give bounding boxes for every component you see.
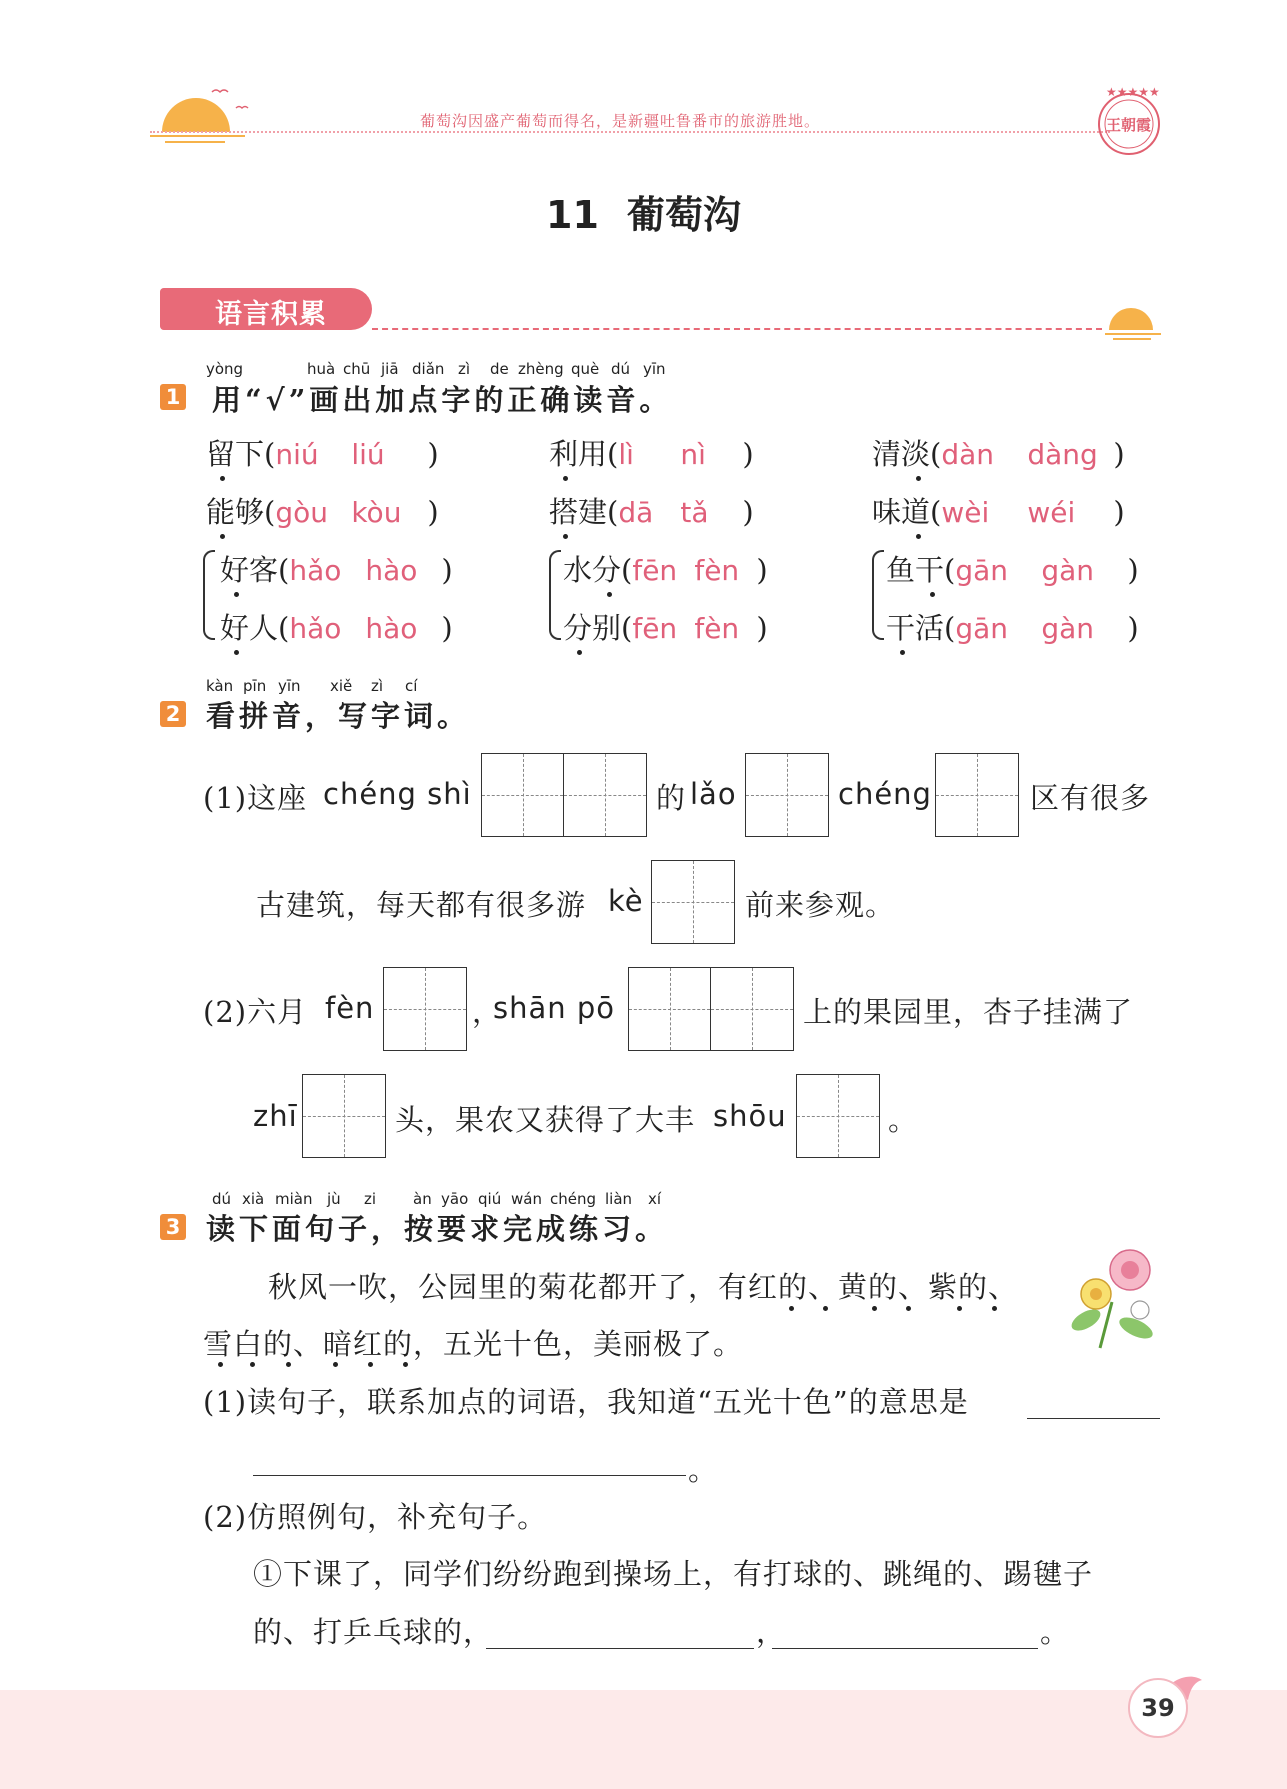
paren: ( [278, 611, 290, 645]
emphasis-dot [872, 1306, 877, 1311]
emphasis-dot [563, 476, 568, 481]
answer-line[interactable] [253, 1475, 686, 1476]
q1-word: 搭建 [549, 495, 608, 529]
emphasis-dot [957, 1306, 962, 1311]
emphasis-dot [930, 592, 935, 597]
q3-passage-line2: 雪白的、暗红的，五光十色，美丽极了。 [203, 1327, 744, 1361]
paren: ) [742, 437, 754, 471]
q2-s2-c: 上的果园里，杏子挂满了 [803, 995, 1134, 1029]
q1-item [220, 606, 453, 647]
lesson-number: 11 [546, 193, 599, 237]
q3-example-end: 。 [1040, 1615, 1071, 1649]
answer-box[interactable] [481, 753, 647, 837]
emphasis-dot [900, 650, 905, 655]
q2-s1-d: 古建筑，每天都有很多游 [256, 888, 587, 922]
q3-sub2: (2)仿照例句，补充句子。 [203, 1500, 548, 1534]
q2-s1-a: (1)这座 [203, 781, 308, 815]
q1-item [220, 548, 453, 589]
pinyin: pīn [243, 677, 267, 695]
pinyin: diǎn [412, 360, 445, 378]
pinyin: xiě [330, 677, 353, 695]
q2-s2-pinyin-2: shān pō [493, 991, 616, 1025]
emphasis-dot [563, 534, 568, 539]
pinyin: jiā [381, 360, 399, 378]
paren: ) [742, 495, 754, 529]
q2-s1-b: 的 [656, 781, 687, 815]
q1-item [872, 432, 1125, 473]
pinyin-option[interactable]: fèn [694, 554, 740, 587]
q1-item [563, 548, 768, 589]
pinyin-option[interactable]: dàng [1027, 438, 1098, 471]
pinyin-option[interactable]: liú [351, 438, 385, 471]
paren: ( [264, 495, 276, 529]
pinyin: qiú [478, 1190, 502, 1208]
emphasis-dot [992, 1306, 997, 1311]
q2-s1-e: 前来参观。 [745, 888, 896, 922]
pinyin: yāo [441, 1190, 469, 1208]
pinyin: miàn [275, 1190, 313, 1208]
emphasis-dot [607, 592, 612, 597]
footer-band [0, 1690, 1287, 1789]
paren: ( [944, 553, 956, 587]
pinyin-option[interactable]: hào [365, 554, 418, 587]
pinyin: wán [511, 1190, 542, 1208]
pinyin: chéng [550, 1190, 597, 1208]
q1-item [886, 548, 1139, 589]
pinyin: zi [364, 1190, 377, 1208]
emphasis-dot [789, 1306, 794, 1311]
paren: ) [1127, 553, 1139, 587]
pinyin: què [571, 360, 600, 378]
answer-box[interactable] [745, 753, 829, 837]
paren: ( [621, 553, 633, 587]
lesson-name: 葡萄沟 [626, 193, 741, 237]
q1-word: 好客 [220, 553, 279, 587]
q2-s2-pinyin-4: shōu [713, 1099, 787, 1133]
brand-stamp [1090, 80, 1168, 158]
section-divider [372, 328, 1102, 330]
q2-s1-pinyin-1: chéng shì [323, 777, 472, 811]
pinyin-option[interactable]: fēn [632, 554, 678, 587]
pinyin-option[interactable]: lì [618, 438, 634, 471]
paren: ) [1127, 611, 1139, 645]
pinyin-option[interactable]: dàn [941, 438, 995, 471]
pinyin: liàn [605, 1190, 633, 1208]
paren: ) [756, 553, 768, 587]
pinyin: dú [611, 360, 631, 378]
emphasis-dot [368, 1362, 373, 1367]
pinyin-option[interactable]: nì [680, 438, 706, 471]
pinyin: zhèng [518, 360, 564, 378]
q2-pinyin [0, 677, 1287, 697]
pinyin-option[interactable]: hǎo [289, 612, 342, 645]
q1-pinyin [0, 360, 1287, 380]
answer-box[interactable] [935, 753, 1019, 837]
q3-sub1: (1)读句子，联系加点的词语，我知道“五光十色”的意思是 [203, 1385, 969, 1419]
q2-s1-pinyin-3: chéng [838, 777, 932, 811]
q1-item [563, 606, 768, 647]
q3-passage-line1: 秋风一吹，公园里的菊花都开了，有红的、黄的、紫的、 [268, 1270, 1019, 1304]
pinyin: dú [212, 1190, 232, 1208]
q3-title: 读下面句子，按要求完成练习。 [206, 1212, 669, 1246]
section-banner: 语言积累 [215, 299, 327, 330]
pinyin-option[interactable]: fèn [694, 612, 740, 645]
pinyin: de [490, 360, 509, 378]
paren: ( [930, 495, 942, 529]
q1-number: 1 [160, 384, 186, 410]
q1-item [549, 432, 754, 473]
pinyin: yīn [278, 677, 301, 695]
answer-box[interactable] [383, 967, 467, 1051]
pinyin-option[interactable]: gān [955, 554, 1009, 587]
pinyin-option[interactable]: gàn [1041, 612, 1095, 645]
brace [203, 550, 215, 640]
paren: ( [944, 611, 956, 645]
header-divider [150, 131, 1110, 133]
emphasis-dot [916, 476, 921, 481]
q2-s2-d: 头，果农又获得了大丰 [395, 1103, 696, 1137]
pinyin: chū [343, 360, 371, 378]
paren: ) [427, 495, 439, 529]
answer-line[interactable] [772, 1648, 1038, 1649]
paren: ) [427, 437, 439, 471]
pinyin: jù [327, 1190, 341, 1208]
q1-word: 清淡 [872, 437, 931, 471]
answer-line[interactable] [1027, 1418, 1160, 1419]
pinyin-option[interactable]: wéi [1027, 496, 1076, 529]
q1-item [206, 490, 439, 531]
q3-number: 3 [160, 1214, 186, 1240]
pinyin-option[interactable]: gàn [1041, 554, 1095, 587]
q1-word: 水分 [563, 553, 622, 587]
brace [549, 550, 561, 640]
paren: ) [756, 611, 768, 645]
answer-box[interactable] [796, 1074, 880, 1158]
pinyin-option[interactable]: wèi [941, 496, 990, 529]
brace [872, 550, 884, 640]
paren: ) [1113, 495, 1125, 529]
pinyin: zì [458, 360, 471, 378]
lesson-title [0, 184, 1287, 239]
chrysanthemum-icon [1060, 1240, 1170, 1350]
pinyin-option[interactable]: niú [275, 438, 319, 471]
emphasis-dot [403, 1362, 408, 1367]
pinyin-option[interactable]: dā [618, 496, 654, 529]
q3-example-line2: 的、打乒乓球的， [253, 1615, 494, 1649]
q1-title: 用“√”画出加点字的正确读音。 [212, 383, 673, 417]
svg-text:★★★★★: ★★★★★ [1106, 85, 1160, 99]
emphasis-dot [220, 534, 225, 539]
pinyin-option[interactable]: gān [955, 612, 1009, 645]
emphasis-dot [916, 534, 921, 539]
pinyin-option[interactable]: kòu [351, 496, 402, 529]
q2-s2-b: ， [472, 995, 503, 1029]
q1-word: 能够 [206, 495, 265, 529]
emphasis-dot [906, 1306, 911, 1311]
answer-box[interactable] [651, 860, 735, 944]
pinyin: zì [371, 677, 384, 695]
paren: ( [621, 611, 633, 645]
q1-word: 利用 [549, 437, 608, 471]
q2-number: 2 [160, 701, 186, 727]
q1-word: 分别 [563, 611, 622, 645]
emphasis-dot [577, 650, 582, 655]
sunset-icon [150, 80, 260, 150]
header-motto: 葡萄沟因盛产葡萄而得名，是新疆吐鲁番市的旅游胜地。 [420, 112, 821, 130]
pinyin: àn [413, 1190, 432, 1208]
paren: ( [278, 553, 290, 587]
emphasis-dot [286, 1362, 291, 1367]
pinyin: xià [242, 1190, 265, 1208]
q1-item [549, 490, 754, 531]
q1-item [872, 490, 1125, 531]
q1-word: 留下 [206, 437, 265, 471]
paren: ( [607, 495, 619, 529]
emphasis-dot [234, 650, 239, 655]
pinyin: huà [307, 360, 336, 378]
pinyin-option[interactable]: hǎo [289, 554, 342, 587]
small-sun-icon [1105, 300, 1165, 342]
pinyin: yīn [643, 360, 666, 378]
pinyin: kàn [206, 677, 234, 695]
paren: ( [607, 437, 619, 471]
emphasis-dot [218, 1362, 223, 1367]
q1-word: 味道 [872, 495, 931, 529]
emphasis-dot [250, 1362, 255, 1367]
q2-s1-pinyin-4: kè [608, 884, 644, 918]
pinyin-option[interactable]: gòu [275, 496, 328, 529]
q2-s1-pinyin-2: lǎo [690, 777, 737, 811]
q3-sub1-end: 。 [688, 1453, 719, 1487]
paren: ( [930, 437, 942, 471]
q1-word: 好人 [220, 611, 279, 645]
stamp-text: 王朝霞 [1106, 116, 1152, 134]
paren: ( [264, 437, 276, 471]
paren: ) [441, 611, 453, 645]
q2-s2-e: 。 [888, 1103, 919, 1137]
pinyin: cí [405, 677, 418, 695]
pinyin-option[interactable]: tǎ [680, 496, 709, 529]
q1-item [886, 606, 1139, 647]
pinyin: xí [648, 1190, 662, 1208]
answer-box[interactable] [302, 1074, 386, 1158]
pinyin-option[interactable]: fēn [632, 612, 678, 645]
pinyin: yòng [206, 360, 244, 378]
paren: ) [1113, 437, 1125, 471]
pinyin-option[interactable]: hào [365, 612, 418, 645]
q3-example-line1: ①下课了，同学们纷纷跑到操场上，有打球的、跳绳的、踢毽子 [253, 1557, 1094, 1591]
emphasis-dot [823, 1306, 828, 1311]
q1-item [206, 432, 439, 473]
q3-example-mid: ， [756, 1615, 787, 1649]
emphasis-dot [333, 1362, 338, 1367]
answer-box[interactable] [628, 967, 794, 1051]
q2-s2-pinyin-3: zhī [253, 1099, 298, 1133]
q1-word: 鱼干 [886, 553, 945, 587]
q2-s2-a: (2)六月 [203, 995, 308, 1029]
q2-s2-pinyin-1: fèn [325, 991, 375, 1025]
q2-title: 看拼音，写字词。 [206, 699, 471, 733]
emphasis-dot [234, 592, 239, 597]
emphasis-dot [220, 476, 225, 481]
answer-line[interactable] [486, 1648, 754, 1649]
q2-s1-c: 区有很多 [1030, 781, 1151, 815]
q1-word: 干活 [886, 611, 945, 645]
paren: ) [441, 553, 453, 587]
page-number: 39 [1128, 1678, 1188, 1738]
